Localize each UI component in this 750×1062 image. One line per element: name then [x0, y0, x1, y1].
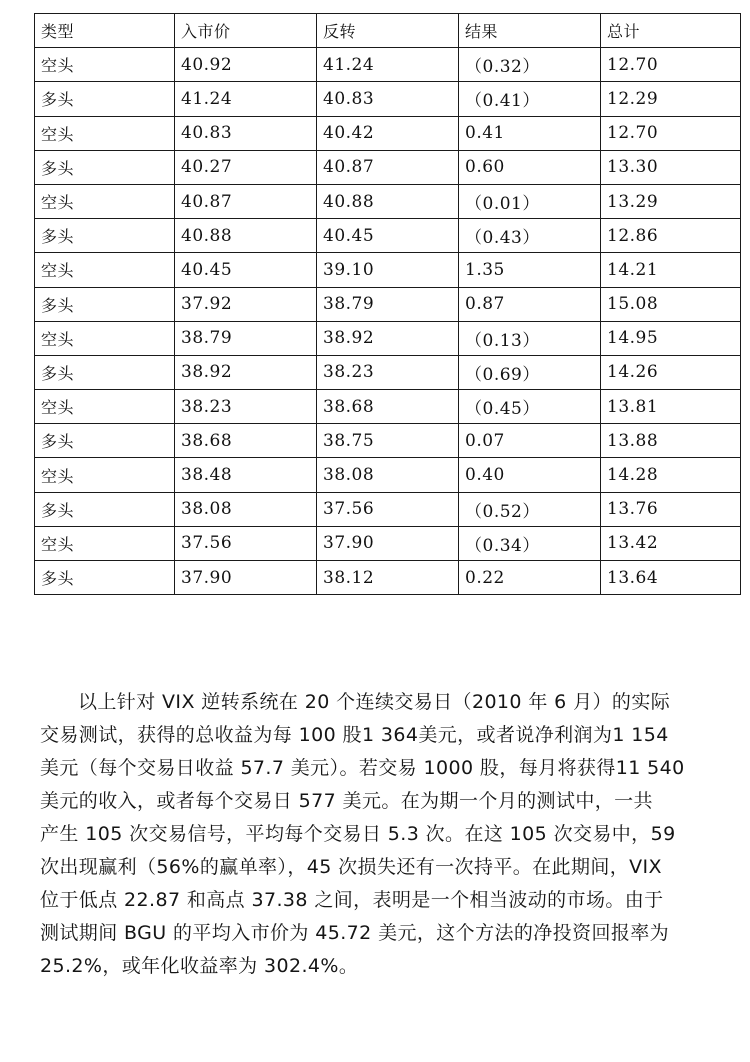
cell-result: 0.60 [459, 150, 601, 184]
cell-total: 12.70 [601, 116, 741, 150]
cell-result: （0.13） [459, 321, 601, 355]
cell-result: （0.41） [459, 82, 601, 116]
table-row [35, 458, 741, 492]
paragraph-line: 交易测试，获得的总收益为每 100 股1 364美元，或者说净利润为1 154 [40, 724, 669, 746]
cell-total: 15.08 [601, 287, 741, 321]
cell-reversal: 38.23 [317, 355, 459, 389]
paragraph-line: 美元（每个交易日收益 57.7 美元）。若交易 1000 股，每月将获得11 540 [40, 757, 685, 779]
cell-result: 0.41 [459, 116, 601, 150]
cell-total: 12.29 [601, 82, 741, 116]
cell-type: 空头 [35, 458, 175, 492]
cell-entry-price: 40.88 [175, 219, 317, 253]
cell-reversal: 38.68 [317, 390, 459, 424]
table-body [35, 48, 741, 595]
cell-entry-price: 38.48 [175, 458, 317, 492]
table-row [35, 355, 741, 389]
cell-reversal: 41.24 [317, 48, 459, 82]
paragraph-line: 次出现赢利（56%的赢单率），45 次损失还有一次持平。在此期间，VIX [40, 856, 662, 878]
table-row [35, 287, 741, 321]
paragraph-line: 以上针对 VIX 逆转系统在 20 个连续交易日（2010 年 6 月）的实际 [78, 691, 671, 713]
cell-total: 12.86 [601, 219, 741, 253]
cell-type: 多头 [35, 82, 175, 116]
cell-reversal: 40.88 [317, 184, 459, 218]
header-row [35, 14, 741, 48]
cell-entry-price: 37.92 [175, 287, 317, 321]
cell-result: 1.35 [459, 253, 601, 287]
cell-reversal: 38.08 [317, 458, 459, 492]
cell-result: （0.52） [459, 492, 601, 526]
cell-type: 多头 [35, 561, 175, 595]
cell-type: 空头 [35, 321, 175, 355]
cell-entry-price: 40.45 [175, 253, 317, 287]
cell-entry-price: 38.79 [175, 321, 317, 355]
paragraph-line: 测试期间 BGU 的平均入市价为 45.72 美元，这个方法的净投资回报率为 [40, 922, 670, 944]
table-header [35, 14, 741, 48]
cell-entry-price: 38.68 [175, 424, 317, 458]
cell-result: 0.87 [459, 287, 601, 321]
cell-type: 空头 [35, 390, 175, 424]
cell-entry-price: 38.92 [175, 355, 317, 389]
cell-type: 空头 [35, 184, 175, 218]
cell-entry-price: 41.24 [175, 82, 317, 116]
table-row [35, 82, 741, 116]
table-row [35, 492, 741, 526]
cell-entry-price: 40.27 [175, 150, 317, 184]
cell-total: 13.29 [601, 184, 741, 218]
cell-reversal: 40.87 [317, 150, 459, 184]
table-row [35, 184, 741, 218]
header-total: 总计 [601, 14, 741, 48]
cell-reversal: 39.10 [317, 253, 459, 287]
cell-total: 13.88 [601, 424, 741, 458]
cell-type: 多头 [35, 492, 175, 526]
cell-type: 空头 [35, 116, 175, 150]
cell-type: 多头 [35, 219, 175, 253]
paragraph-line: 25.2%，或年化收益率为 302.4%。 [40, 955, 359, 977]
cell-type: 空头 [35, 253, 175, 287]
paragraph-line: 位于低点 22.87 和高点 37.38 之间，表明是一个相当波动的市场。由于 [40, 889, 664, 911]
cell-entry-price: 38.23 [175, 390, 317, 424]
cell-reversal: 40.83 [317, 82, 459, 116]
cell-result: （0.32） [459, 48, 601, 82]
cell-result: （0.69） [459, 355, 601, 389]
cell-type: 空头 [35, 526, 175, 560]
cell-total: 14.28 [601, 458, 741, 492]
header-reversal: 反转 [317, 14, 459, 48]
cell-reversal: 37.56 [317, 492, 459, 526]
cell-entry-price: 40.83 [175, 116, 317, 150]
cell-total: 13.76 [601, 492, 741, 526]
cell-entry-price: 37.90 [175, 561, 317, 595]
header-result: 结果 [459, 14, 601, 48]
cell-total: 13.81 [601, 390, 741, 424]
cell-total: 13.42 [601, 526, 741, 560]
table-row [35, 390, 741, 424]
cell-reversal: 40.45 [317, 219, 459, 253]
cell-type: 多头 [35, 424, 175, 458]
cell-reversal: 40.42 [317, 116, 459, 150]
cell-type: 多头 [35, 150, 175, 184]
table-row [35, 150, 741, 184]
cell-total: 13.64 [601, 561, 741, 595]
cell-entry-price: 38.08 [175, 492, 317, 526]
cell-result: （0.43） [459, 219, 601, 253]
cell-result: 0.07 [459, 424, 601, 458]
cell-entry-price: 37.56 [175, 526, 317, 560]
table-row [35, 561, 741, 595]
cell-reversal: 38.79 [317, 287, 459, 321]
cell-total: 12.70 [601, 48, 741, 82]
cell-result: （0.01） [459, 184, 601, 218]
body-paragraph [40, 686, 748, 983]
header-entry-price: 入市价 [175, 14, 317, 48]
trade-results-table [34, 13, 741, 595]
table-row [35, 253, 741, 287]
cell-reversal: 38.75 [317, 424, 459, 458]
cell-result: 0.40 [459, 458, 601, 492]
table-row [35, 526, 741, 560]
cell-result: （0.45） [459, 390, 601, 424]
table-row [35, 424, 741, 458]
cell-type: 多头 [35, 355, 175, 389]
cell-type: 空头 [35, 48, 175, 82]
cell-reversal: 38.92 [317, 321, 459, 355]
cell-total: 14.21 [601, 253, 741, 287]
cell-type: 多头 [35, 287, 175, 321]
cell-reversal: 38.12 [317, 561, 459, 595]
cell-total: 14.95 [601, 321, 741, 355]
paragraph-line: 美元的收入，或者每个交易日 577 美元。在为期一个月的测试中，一共 [40, 790, 653, 812]
cell-result: （0.34） [459, 526, 601, 560]
header-type: 类型 [35, 14, 175, 48]
cell-total: 14.26 [601, 355, 741, 389]
cell-entry-price: 40.92 [175, 48, 317, 82]
table-row [35, 48, 741, 82]
cell-result: 0.22 [459, 561, 601, 595]
table-row [35, 321, 741, 355]
table-row [35, 219, 741, 253]
paragraph-line: 产生 105 次交易信号，平均每个交易日 5.3 次。在这 105 次交易中，59 [40, 823, 676, 845]
cell-entry-price: 40.87 [175, 184, 317, 218]
cell-reversal: 37.90 [317, 526, 459, 560]
table-row [35, 116, 741, 150]
cell-total: 13.30 [601, 150, 741, 184]
